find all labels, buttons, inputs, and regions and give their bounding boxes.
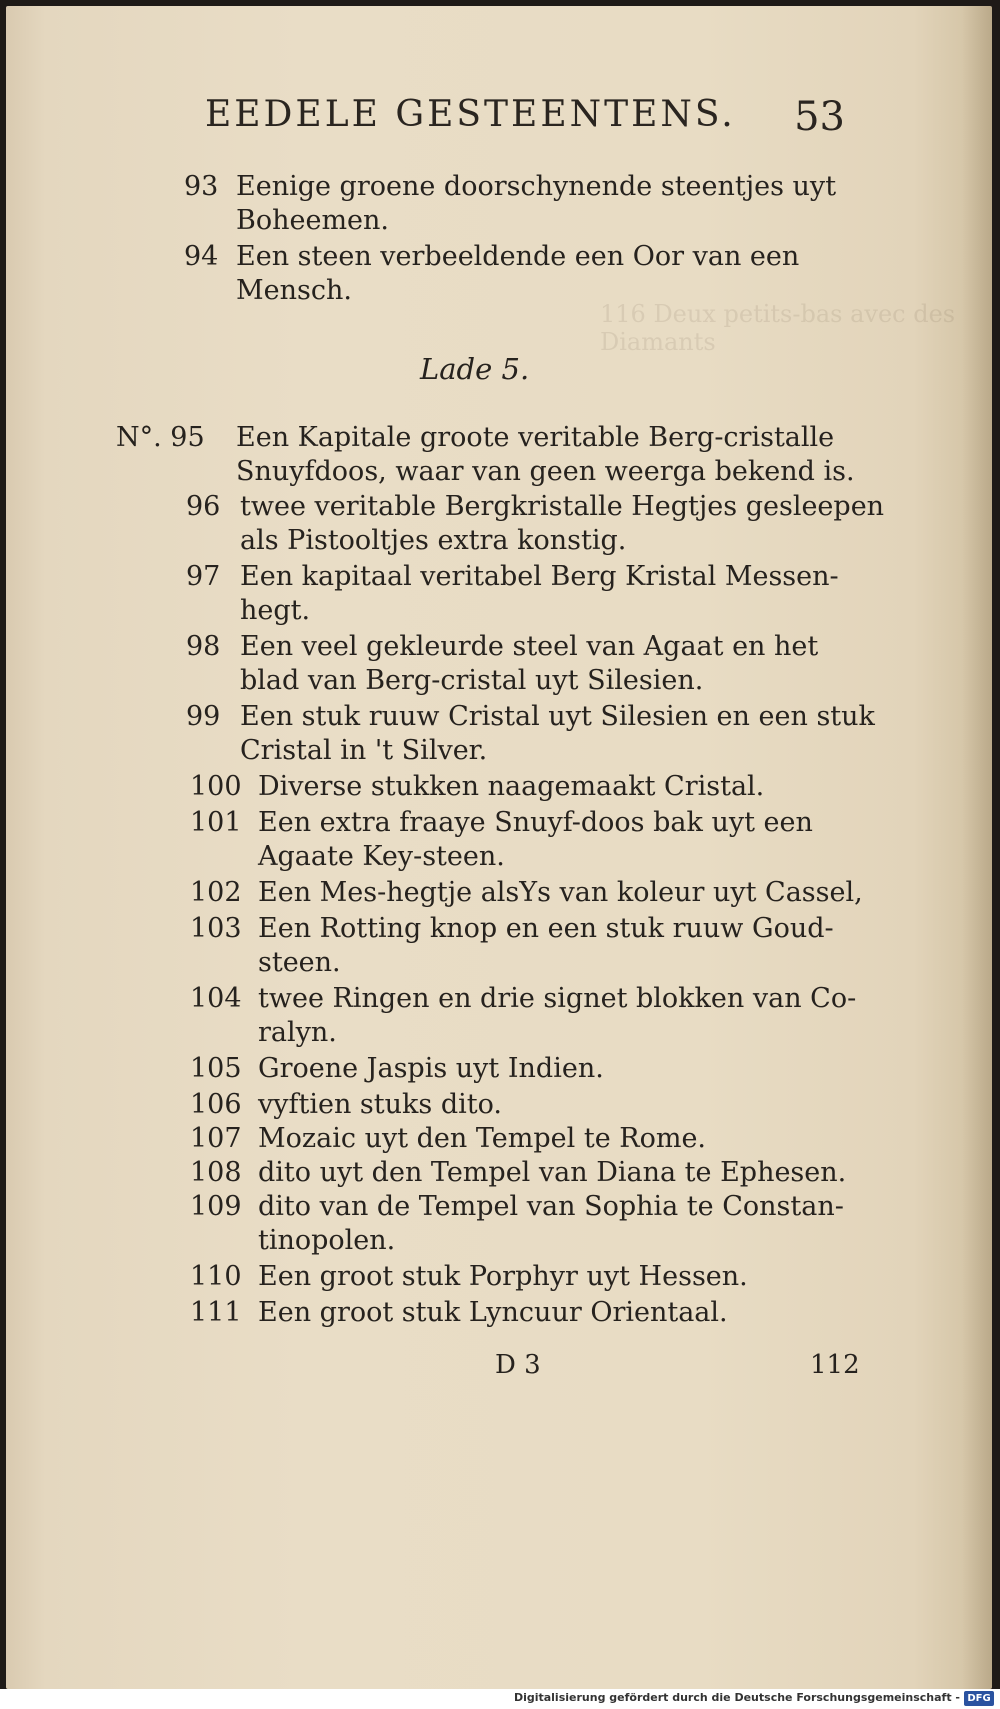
entry-text: [258, 876, 863, 910]
entry-number: 96: [186, 491, 221, 522]
footer-text: Digitalisierung gefördert durch die Deutsche Forschungsgemeinschaft -: [513, 1691, 960, 1704]
entry-number: 107: [190, 1123, 242, 1154]
entry-line: Een veel gekleurde steel van Agaat en het: [240, 631, 819, 662]
entry-line: steen.: [258, 947, 341, 978]
entry-line: Een steen verbeeldende een Oor van een: [236, 241, 800, 272]
bleed-through-text: 116 Deux petits-bas avec des Diamants: [600, 300, 956, 356]
running-title: EEDELE GESTEENTENS.: [205, 94, 736, 135]
entry-line: Een Rotting knop en een stuk ruuw Goud-: [258, 913, 834, 944]
section-heading: Lade 5.: [420, 352, 530, 386]
entry-line: Een extra fraaye Snuyf-doos bak uyt een: [258, 807, 813, 838]
entry-line: Mensch.: [236, 275, 352, 306]
entry-line: twee Ringen en drie signet blokken van Co-: [258, 983, 857, 1014]
page-curl-shadow: [962, 6, 992, 1689]
entry-number: 99: [186, 701, 221, 732]
entry-number: 104: [190, 983, 242, 1014]
entry-number: 94: [184, 241, 219, 272]
entry-text: [258, 1122, 706, 1156]
entry-text: [258, 1260, 748, 1294]
entry-text: [236, 170, 836, 238]
catchword: 112: [810, 1350, 860, 1380]
entry-text: [258, 806, 813, 874]
footer-bar: [0, 1689, 1000, 1709]
entry-number: 110: [190, 1261, 242, 1292]
entry-line: Een groot stuk Lyncuur Orientaal.: [258, 1297, 728, 1328]
entry-text: [258, 1052, 604, 1086]
entry-line: Een Kapitale groote veritable Berg-cristalle: [236, 422, 835, 453]
entry-number: 105: [190, 1053, 242, 1084]
page-header: [205, 94, 845, 144]
entry-line: Snuyfdoos, waar van geen weerga bekend is.: [236, 456, 855, 487]
entry-number: 100: [190, 771, 242, 802]
entry-line: Een kapitaal veritabel Berg Kristal Messen-: [240, 561, 839, 592]
entry-line: Een groot stuk Porphyr uyt Hessen.: [258, 1261, 748, 1292]
entry-text: [258, 770, 764, 804]
entry-line: als Pistooltjes extra konstig.: [240, 525, 627, 556]
entry-line: twee veritable Bergkristalle Hegtjes gesleepen: [240, 491, 885, 522]
entry-number: 109: [190, 1191, 242, 1222]
signature-mark: D 3: [495, 1350, 541, 1380]
entry-line: Mozaic uyt den Tempel te Rome.: [258, 1123, 707, 1154]
entry-line: Boheemen.: [236, 205, 389, 236]
entry-number: 106: [190, 1089, 242, 1120]
entry-text: [240, 560, 839, 628]
entry-line: hegt.: [240, 595, 311, 626]
entry-text: [258, 1156, 846, 1190]
dfg-logo: DFG: [964, 1691, 994, 1706]
entry-line: dito van de Tempel van Sophia te Constan-: [258, 1191, 844, 1222]
entry-number: 98: [186, 631, 221, 662]
entry-number: 111: [190, 1297, 242, 1328]
entry-text: [258, 1190, 844, 1258]
page-number: 53: [794, 94, 845, 140]
entry-text: [240, 490, 884, 558]
entry-number: 101: [190, 807, 242, 838]
entry-line: Cristal in 't Silver.: [240, 735, 488, 766]
entry-text: [258, 1296, 728, 1330]
entry-line: Een Mes-hegtje alsYs van koleur uyt Cassel,: [258, 877, 863, 908]
entry-text: [258, 1088, 502, 1122]
entry-line: Eenige groene doorschynende steentjes uyt: [236, 171, 837, 202]
entry-text: [258, 912, 834, 980]
entry-line: tinopolen.: [258, 1225, 396, 1256]
entry-number: 103: [190, 913, 242, 944]
entry-number: 102: [190, 877, 242, 908]
entry-number: N°. 95: [116, 422, 205, 453]
entry-line: ralyn.: [258, 1017, 337, 1048]
entry-number: 108: [190, 1157, 242, 1188]
entry-line: vyftien stuks dito.: [258, 1089, 502, 1120]
entry-number: 93: [184, 171, 219, 202]
entry-line: dito uyt den Tempel van Diana te Ephesen.: [258, 1157, 847, 1188]
entry-text: [236, 421, 855, 489]
entry-line: blad van Berg-cristal uyt Silesien.: [240, 665, 704, 696]
entry-line: Diverse stukken naagemaakt Cristal.: [258, 771, 765, 802]
entry-line: Een stuk ruuw Cristal uyt Silesien en een stuk: [240, 701, 875, 732]
entry-text: [236, 240, 799, 308]
entry-line: Agaate Key-steen.: [258, 841, 505, 872]
entry-line: Groene Jaspis uyt Indien.: [258, 1053, 604, 1084]
entry-text: [258, 982, 856, 1050]
entry-text: [240, 700, 875, 768]
entry-text: [240, 630, 818, 698]
entry-number: 97: [186, 561, 221, 592]
